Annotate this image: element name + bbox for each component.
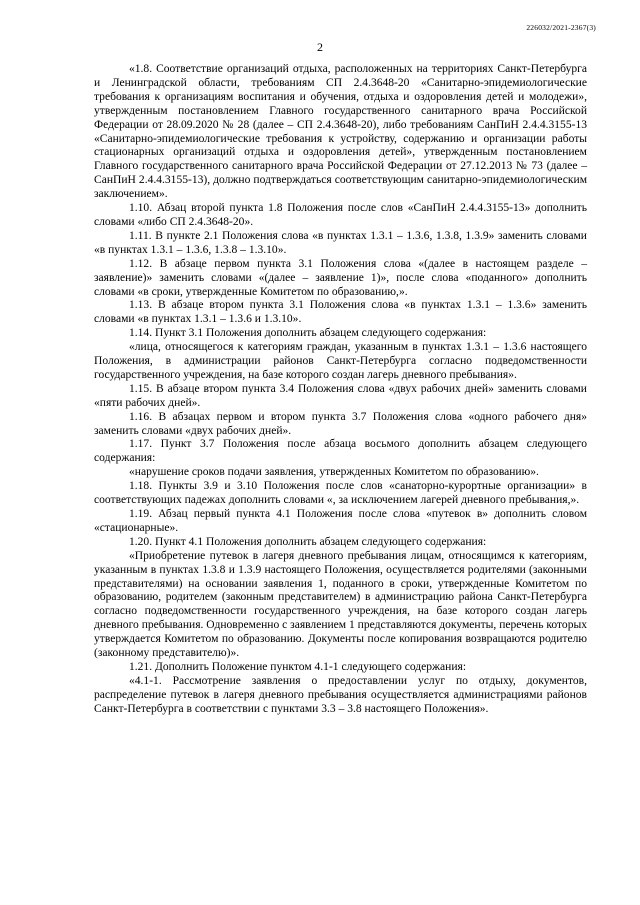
paragraph-1-8: «1.8. Соответствие организаций отдыха, расположенных на территориях Санкт-Петербурга и Ленинградской области, требованиям СП 2.4.3648-20 «Санитарно-эпидемиологические требования к организациям воспитания и обучения, отдыха и оздоровления детей и молодежи», утвержденным постановлением Главного государственного санитарного врача Российской Федерации от 28.09.2020 № 28 (далее – СП 2.4.3648-20), либо требованиям СанПиН 2.4.4.3155-13 «Санитарно-эпидемиологические требования к устройству, содержанию и организации работы стационарных организаций отдыха и оздоровления детей», утвержденным постановлением Главного государственного санитарного врача Российской Федерации от 27.12.2013 № 73 (далее – СанПиН 2.4.4.3155-13), должно подтверждаться соответствующим санитарно-эпидемиологическим заключением». (94, 63, 587, 201)
paragraph-1-17-quote: «нарушение сроков подачи заявления, утвержденных Комитетом по образованию». (129, 466, 539, 479)
paragraph-1-12: 1.12. В абзаце первом пункта 3.1 Положения слова «(далее в настоящем разделе – заявление)» заменить словами «(далее – заявление 1)», после слова «поданного» дополнить словами «в сроки, утвержденные Комитетом по образованию,». (94, 257, 587, 298)
paragraph-1-19: 1.19. Абзац первый пункта 4.1 Положения после слова «путевок в» дополнить словом «стационарные». (94, 508, 587, 534)
paragraph-1-18: 1.18. Пункты 3.9 и 3.10 Положения после слов «санаторно-курортные организации» в соответствующих падежах дополнить словами «, за исключением лагерей дневного пребывания,». (94, 480, 587, 507)
paragraph-1-21-quote: «4.1-1. Рассмотрение заявления о предоставлении услуг по отдыху, документов, распределение путевок в лагеря дневного пребывания осуществляется администрациями районов Санкт-Петербурга в соответствии с пунктами 3.3 – 3.8 настоящего Положения». (94, 674, 587, 715)
paragraph-1-13: 1.13. В абзаце втором пункта 3.1 Положения слова «в пунктах 1.3.1 – 1.3.6» заменить словами «в пунктах 1.3.1 – 1.3.6 и 1.3.10». (94, 299, 587, 326)
paragraph-1-11: 1.11. В пункте 2.1 Положения слова «в пунктах 1.3.1 – 1.3.6, 1.3.8, 1.3.9» заменить словами «в пунктах 1.3.1 – 1.3.6, 1.3.8 – 1.3.10». (94, 229, 587, 256)
paragraph-1-16: 1.16. В абзацах первом и втором пункта 3.7 Положения слова «одного рабочего дня» заменить словами «двух рабочих дней». (94, 410, 587, 437)
paragraph-1-21: 1.21. Дополнить Положение пунктом 4.1-1 следующего содержания: (129, 660, 467, 673)
page-number: 2 (317, 40, 323, 54)
document-registration-number: 226032/2021-2367(3) (526, 23, 596, 32)
paragraph-1-20-quote: «Приобретение путевок в лагеря дневного пребывания лицам, относящимся к категориям, указанным в пунктах 1.3.8 и 1.3.9 настоящего Положения, осуществляется родителями (законными представителями) на основании заявления 1, поданного в сроки, утвержденные Комитетом по образованию, родителем (законным представителем) в администрацию района Санкт-Петербурга согласно подведомственности государственного учреждения, на базе которого создан лагерь дневного пребывания. Одновременно с заявлением 1 представляются документы, перечень которых утверждается Комитетом по образованию. Документы после копирования возвращаются родителю (законному представителю)». (94, 549, 587, 660)
paragraph-1-14-quote: «лица, относящегося к категориям граждан, указанным в пунктах 1.3.1 – 1.3.6 настоящего Положения, в администрации районов Санкт-Петербурга согласно подведомственности государственного учреждения, на базе которого создан лагерь дневного пребывания». (94, 341, 587, 381)
paragraph-1-15: 1.15. В абзаце втором пункта 3.4 Положения слова «двух рабочих дней» заменить словами «пяти рабочих дней». (94, 382, 587, 409)
document-body (94, 63, 587, 717)
paragraph-1-20: 1.20. Пункт 4.1 Положения дополнить абзацем следующего содержания: (129, 535, 487, 548)
paragraph-1-14: 1.14. Пункт 3.1 Положения дополнить абзацем следующего содержания: (129, 327, 487, 340)
paragraph-1-10: 1.10. Абзац второй пункта 1.8 Положения после слов «СанПиН 2.4.4.3155-13» дополнить словами «либо СП 2.4.3648-20». (94, 202, 587, 228)
paragraph-1-17: 1.17. Пункт 3.7 Положения после абзаца восьмого дополнить абзацем следующего содержания: (94, 438, 587, 465)
